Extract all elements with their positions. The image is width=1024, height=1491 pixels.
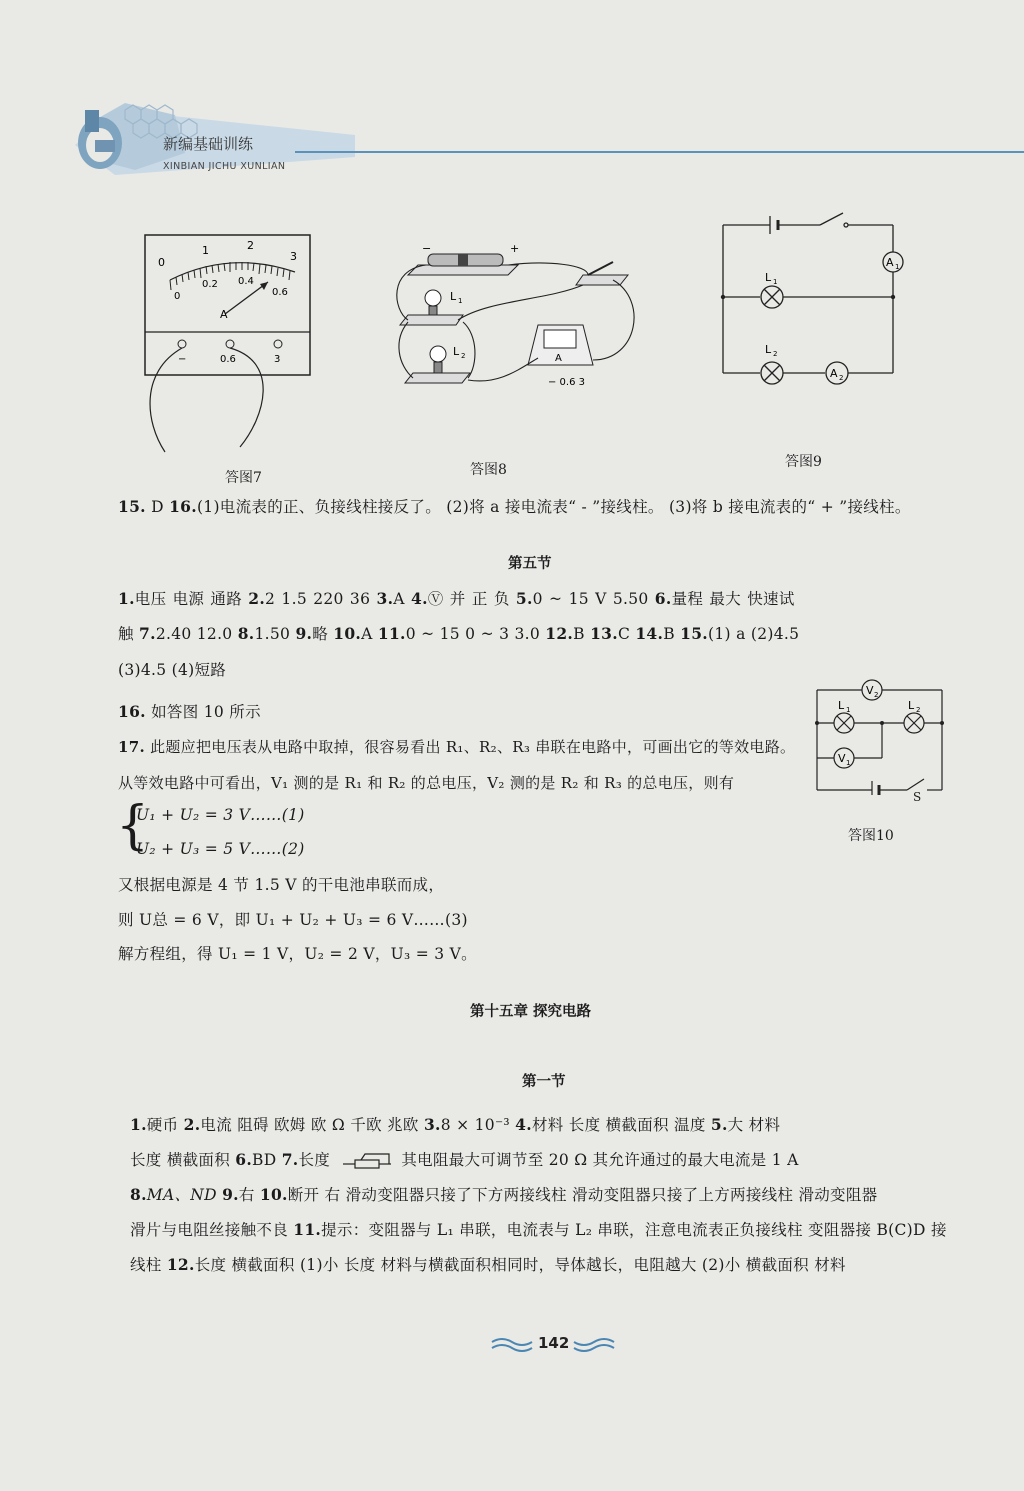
figure-8-circuit <box>388 240 648 390</box>
lamp10-1-label: L <box>838 699 845 712</box>
scale-top-3: 3 <box>290 250 297 263</box>
meter-unit: A <box>220 308 228 321</box>
chapter15-line3: 8.MA、ND 9.右 10.断开 右 滑动变阻器只接了下方两接线柱 滑动变阻器只接了上方两接线柱 滑动变阻器 <box>130 1185 878 1204</box>
scale-bottom-0: 0 <box>174 291 181 302</box>
section-5-title: 第五节 <box>508 555 552 572</box>
chapter15-line4: 滑片与电阻丝接触不良 11.提示：变阻器与 L₁ 串联，电流表与 L₂ 串联，注意电流表正负接线柱 变阻器接 B(C)D 接 <box>130 1220 947 1239</box>
wave-right-icon <box>572 1336 617 1354</box>
switch-label: S <box>913 790 922 804</box>
v2-sub: 2 <box>874 691 879 699</box>
terminal-minus: − <box>178 354 187 365</box>
header-rule <box>295 151 1024 153</box>
rheostat-symbol-icon <box>343 1152 393 1170</box>
answer-line-15-16: 15. D 16.(1)电流表的正、负接线柱接反了。 (2)将 a 接电流表“ - ”接线柱。 (3)将 b 接电流表的“ + ”接线柱。 <box>118 497 911 516</box>
section5-row3: (3)4.5 (4)短路 <box>118 661 227 679</box>
chapter15-line2: 长度 横截面积 6.BD 7.长度 其电阻最大可调节至 20 Ω 其允许通过的最大电流是 1 A <box>130 1150 799 1169</box>
ammeter1-sub: 1 <box>895 263 900 271</box>
section5-q17-line1: 17. 此题应把电压表从电路中取掉，很容易看出 R₁、R₂、R₃ 串联在电路中，可画出它的等效电路。 <box>118 738 796 756</box>
battery-plus: + <box>510 242 520 255</box>
figure-9-schematic <box>715 210 915 390</box>
scale-top-1: 1 <box>202 244 209 257</box>
chapter15-line5: 线柱 12.长度 横截面积 (1)小 长度 材料与横截面积相同时，导体越长，电阻越大 (2)小 横截面积 材料 <box>130 1255 846 1274</box>
section5-row2: 触 7.2.40 12.0 8.1.50 9.略 10.A 11.0 ~ 15 0 ~ 3 3.0 12.B 13.C 14.B 15.(1) a (2)4.5 <box>118 624 800 643</box>
chapter-15-section-title: 第一节 <box>522 1073 566 1090</box>
section5-solution: 解方程组，得 U₁ = 1 V，U₂ = 2 V，U₃ = 3 V。 <box>118 945 477 963</box>
scale-top-0: 0 <box>158 256 165 269</box>
terminal-06: 0.6 <box>220 354 236 365</box>
equation-3: 则 U总 = 6 V，即 U₁ + U₂ + U₃ = 6 V……(3) <box>118 911 468 929</box>
lamp10-1-sub: 1 <box>846 706 851 714</box>
section5-row1: 1.电压 电源 通路 2.2 1.5 220 36 3.A 4.Ⓥ 并 正 负 5.0 ~ 15 V 5.50 6.量程 最大 快速试 <box>118 589 795 608</box>
scale-bottom-04: 0.4 <box>238 276 254 287</box>
figure-7-ammeter <box>140 232 320 457</box>
scale-bottom-02: 0.2 <box>202 279 218 290</box>
lamp10-2-sub: 2 <box>916 706 921 714</box>
meter8-label: A <box>555 353 562 364</box>
chapter-15-title: 第十五章 探究电路 <box>470 1003 592 1020</box>
ammeter2-sub: 2 <box>839 374 844 382</box>
figure-7-caption: 答图7 <box>225 470 262 486</box>
section5-source-line: 又根据电源是 4 节 1.5 V 的干电池串联而成， <box>118 876 445 894</box>
lamp10-2-label: L <box>908 699 915 712</box>
scale-bottom-06: 0.6 <box>272 287 288 298</box>
lamp9-1-label: L <box>765 271 772 284</box>
battery-minus: − <box>422 242 432 255</box>
page-number: 142 <box>538 1334 570 1352</box>
v1-sub: 1 <box>846 759 851 767</box>
lamp9-1-sub: 1 <box>773 278 778 286</box>
figure-9-caption: 答图9 <box>785 454 822 470</box>
section5-q16: 16. 如答图 10 所示 <box>118 702 261 721</box>
equation-brace: { <box>116 796 150 856</box>
ammeter2-label: A <box>830 367 838 380</box>
equation-1: U₁ + U₂ = 3 V……(1) <box>136 806 305 824</box>
figure-8-caption: 答图8 <box>470 462 507 478</box>
ammeter1-label: A <box>886 256 894 269</box>
equation-2: U₂ + U₃ = 5 V……(2) <box>136 840 305 858</box>
header-subtitle: XINBIAN JICHU XUNLIAN <box>163 161 286 172</box>
chapter15-line1: 1.硬币 2.电流 阻碍 欧姆 欧 Ω 千欧 兆欧 3.8 × 10⁻³ 4.材料 长度 横截面积 温度 5.大 材料 <box>130 1115 781 1134</box>
page-header <box>55 95 1024 195</box>
lamp9-2-label: L <box>765 343 772 356</box>
terminal-3: 3 <box>274 354 281 365</box>
v1-label: V <box>838 752 846 765</box>
wave-left-icon <box>490 1336 535 1354</box>
meter8-terminals: − 0.6 3 <box>548 377 586 388</box>
lamp9-2-sub: 2 <box>773 350 778 358</box>
lamp1-sub: 1 <box>458 297 463 305</box>
lamp1-label: L <box>450 290 457 303</box>
section5-q17-line2: 从等效电路中可看出，V₁ 测的是 R₁ 和 R₂ 的总电压，V₂ 测的是 R₂ 和 R₃ 的总电压，则有 <box>118 774 735 792</box>
page-footer <box>490 1328 620 1358</box>
scale-top-2: 2 <box>247 239 254 252</box>
figure-10-schematic <box>812 675 952 795</box>
header-title: 新编基础训练 <box>163 135 254 153</box>
lamp2-label: L <box>453 345 460 358</box>
lamp2-sub: 2 <box>461 352 466 360</box>
v2-label: V <box>866 684 874 697</box>
figure-10-caption: 答图10 <box>848 828 894 844</box>
